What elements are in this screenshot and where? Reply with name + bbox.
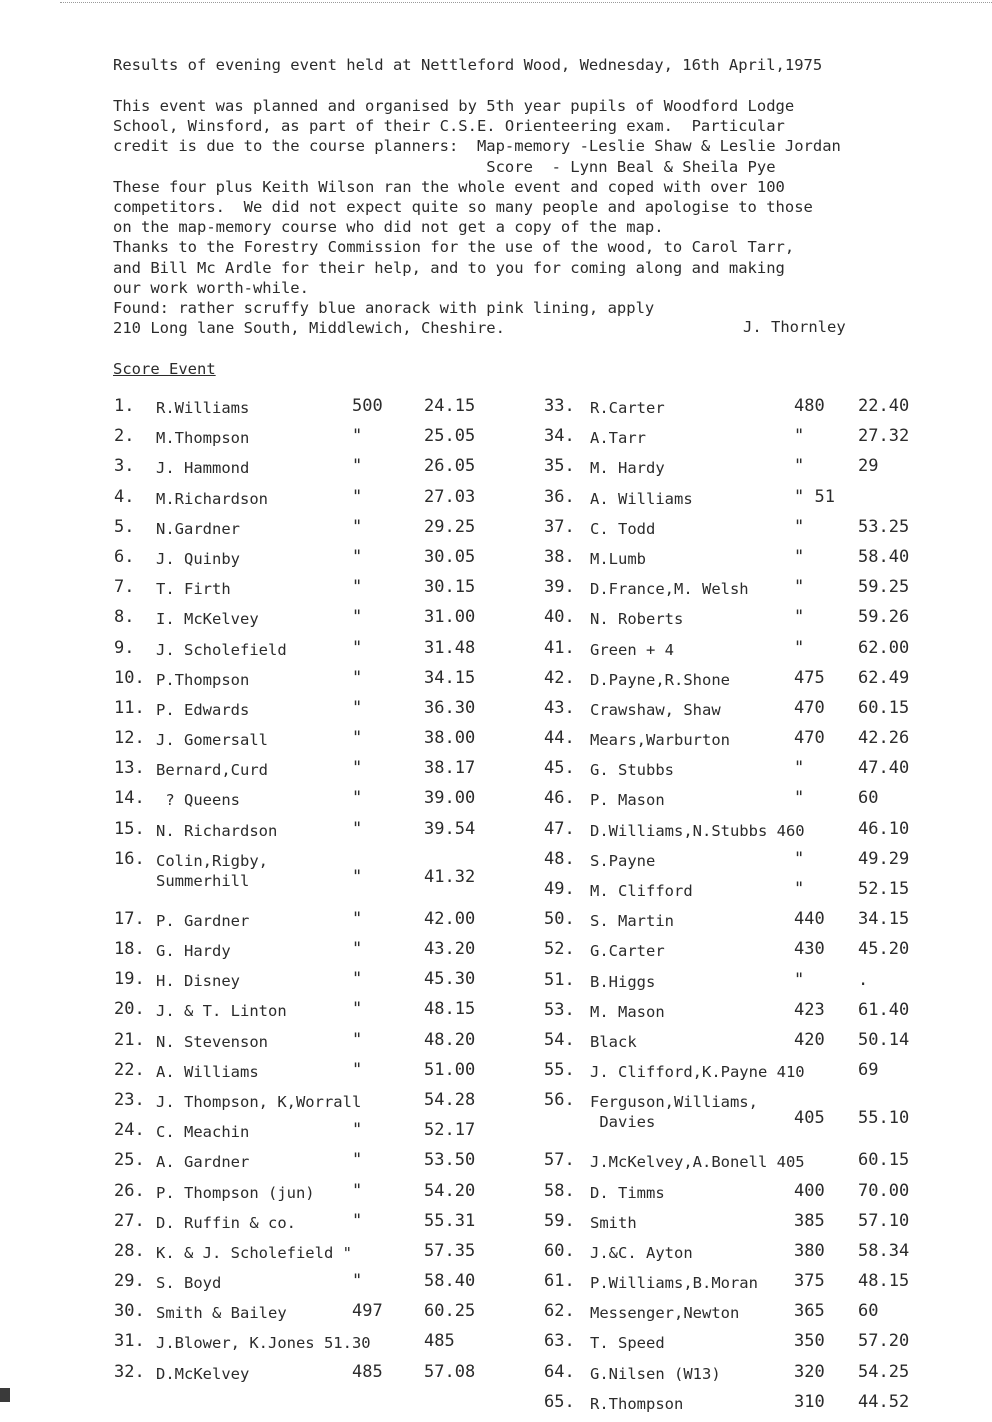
score-points: " [352,788,363,809]
competitor-name: P.Williams,B.Moran [590,1274,758,1293]
score-points: " [352,1059,363,1080]
place-number: 54. [544,1029,575,1050]
score-points: " [794,546,805,567]
score-points: " [352,728,363,749]
finish-time: 30.05 [424,546,476,567]
score-points: " [794,426,805,447]
finish-time: 51.00 [424,1059,476,1080]
intro-line: Score - Lynn Beal & Sheila Pye [113,157,776,176]
place-number: 56. [544,1090,575,1111]
score-points: " [352,908,363,929]
competitor-name: Messenger,Newton [590,1304,740,1323]
competitor-name: J.&C. Ayton [590,1243,693,1262]
score-points: " [352,577,363,598]
page-title: Results of evening event held at Nettleford Wood, Wednesday, 16th April,1975 [113,56,823,74]
place-number: 57. [544,1150,575,1171]
intro-line: on the map-memory course who did not get a copy of the map. [113,218,664,237]
place-number: 38. [544,546,575,567]
competitor-name: S. Martin [590,912,674,931]
score-points: 423 [794,999,825,1020]
finish-time: 69 [858,1060,879,1081]
finish-time: 42.00 [424,908,476,929]
place-number: 49. [544,879,575,899]
finish-time: 58.40 [858,546,910,567]
score-points: 400 [794,1180,825,1201]
competitor-name: S.Payne [590,851,656,870]
score-points: " [794,577,805,598]
competitor-name: N. Richardson [156,821,278,840]
competitor-name: M. Hardy [590,459,665,478]
competitor-name: J. Hammond [156,459,250,478]
place-number: 65. [544,1391,575,1412]
competitor-name: G.Carter [590,942,665,961]
place-number: 64. [544,1361,575,1382]
place-number: 13. [114,758,145,779]
finish-time: 48.20 [424,1029,476,1050]
place-number: 19. [114,969,145,990]
competitor-name: Ferguson,Williams, Davies [590,1093,758,1132]
finish-time: 47.40 [858,758,910,779]
competitor-name: S. Boyd [156,1274,222,1293]
score-points: " [352,1210,363,1231]
place-number: 35. [544,456,575,477]
competitor-name: D.McKelvey [156,1364,250,1383]
competitor-name: H. Disney [156,972,240,991]
score-points: 485 [352,1361,383,1382]
competitor-name: Mears,Warburton [590,731,730,750]
place-number: 34. [544,426,575,447]
competitor-name: A. Gardner [156,1153,250,1172]
finish-time: 48.15 [424,999,476,1020]
place-number: 37. [544,516,575,537]
score-points: 365 [794,1301,825,1322]
competitor-name: B.Higgs [590,972,656,991]
finish-time: 60 [858,788,879,809]
intro-paragraph [113,96,841,338]
score-points: 475 [794,667,825,688]
place-number: 3. [114,456,135,477]
place-number: 45. [544,758,575,779]
score-points: " [352,426,363,447]
score-points: " [352,1029,363,1050]
place-number: 63. [544,1331,575,1352]
competitor-name: D. Timms [590,1183,665,1202]
finish-time: 39.00 [424,788,476,809]
competitor-name: P. Mason [590,791,665,810]
finish-time: 27.32 [858,426,910,447]
competitor-name: M. Mason [590,1002,665,1021]
score-points: " [352,866,363,887]
score-points: " [352,486,363,507]
competitor-name: D.Williams,N.Stubbs 460 [590,821,805,840]
finish-time: 55.31 [424,1210,476,1231]
top-divider [60,2,992,3]
signature: J. Thornley [743,318,846,336]
score-points: " [352,607,363,628]
intro-line: Thanks to the Forestry Commission for the use of the wood, to Carol Tarr, [113,238,795,257]
score-points: " [352,999,363,1020]
competitor-name: M.Thompson [156,429,250,448]
score-points: " [352,1120,363,1141]
competitor-name: Smith & Bailey [156,1304,287,1323]
score-points: 385 [794,1210,825,1231]
finish-time: 485 [424,1331,455,1352]
competitor-name: Colin,Rigby, Summerhill [156,851,268,890]
score-points: " [352,546,363,567]
finish-time: 58.40 [424,1271,476,1292]
score-points: 470 [794,697,825,718]
finish-time: 61.40 [858,999,910,1020]
intro-line: 210 Long lane South, Middlewich, Cheshire. [113,319,505,338]
finish-time: 57.08 [424,1361,476,1382]
place-number: 25. [114,1150,145,1171]
competitor-name: R.Carter [590,399,665,417]
place-number: 17. [114,908,145,929]
place-number: 53. [544,999,575,1020]
intro-line: Found: rather scruffy blue anorack with pink lining, apply [113,298,655,317]
finish-time: 43.20 [424,939,476,959]
place-number: 48. [544,848,575,869]
finish-time: 44.52 [858,1391,910,1412]
finish-time: 24.15 [424,396,476,416]
competitor-name: A. Williams [590,489,693,508]
score-points: 440 [794,909,825,930]
place-number: 24. [114,1120,145,1141]
finish-time: 54.20 [424,1180,476,1201]
competitor-name: M.Richardson [156,489,268,508]
finish-time: 31.48 [424,637,476,658]
competitor-name: N. Stevenson [156,1032,268,1051]
place-number: 41. [544,637,575,658]
place-number: 31. [114,1331,145,1352]
finish-time: 52.17 [424,1120,476,1141]
place-number: 27. [114,1210,145,1231]
place-number: 6. [114,546,135,567]
finish-time: 54.28 [424,1089,476,1110]
finish-time: 38.00 [424,728,476,749]
finish-time: 54.25 [858,1361,910,1382]
place-number: 15. [114,818,145,839]
competitor-name: K. & J. Scholefield " [156,1243,352,1262]
place-number: 26. [114,1180,145,1201]
finish-time: 62.00 [858,637,910,658]
place-number: 23. [114,1089,145,1110]
score-points: " [352,939,363,959]
competitor-name: D.Payne,R.Shone [590,670,730,689]
competitor-name: Black [590,1032,637,1051]
intro-line: competitors. We did not expect quite so many people and apologise to those [113,197,813,216]
place-number: 28. [114,1240,145,1261]
place-number: 18. [114,939,145,959]
place-number: 39. [544,577,575,598]
score-points: " [794,758,805,779]
score-points: 480 [794,396,825,416]
place-number: 20. [114,999,145,1020]
competitor-name: N.Gardner [156,519,240,538]
place-number: 42. [544,667,575,688]
place-number: 8. [114,607,135,628]
place-number: 30. [114,1301,145,1322]
score-points: " [352,697,363,718]
score-points: " [352,969,363,990]
competitor-name: Smith [590,1213,637,1232]
competitor-name: R.Williams [156,399,250,417]
competitor-name: J. Clifford,K.Payne 410 [590,1063,805,1082]
score-points: " 51 [794,486,835,507]
finish-time: 22.40 [858,396,910,416]
place-number: 47. [544,818,575,839]
score-points: " [794,607,805,628]
place-number: 52. [544,939,575,960]
competitor-name: J. Thompson, K,Worrall [156,1092,362,1111]
finish-time: 38.17 [424,758,476,779]
place-number: 4. [114,486,135,507]
intro-line: credit is due to the course planners: Map-memory -Leslie Shaw & Leslie Jordan [113,137,841,156]
finish-time: 59.25 [858,577,910,598]
competitor-name: J.McKelvey,A.Bonell 405 [590,1153,805,1172]
competitor-name: Crawshaw, Shaw [590,700,721,719]
place-number: 36. [544,486,575,507]
finish-time: 46.10 [858,818,910,839]
intro-line: and Bill Mc Ardle for their help, and to you for coming along and making [113,258,785,277]
score-points: " [352,637,363,658]
finish-time: 58.34 [858,1240,910,1261]
finish-time: 57.10 [858,1210,910,1231]
scan-edge-mark [0,1388,10,1402]
finish-time: 57.35 [424,1240,476,1261]
finish-time: 45.30 [424,969,476,990]
competitor-name: J. Quinby [156,549,240,568]
finish-time: . [858,969,869,990]
finish-time: 45.20 [858,939,910,960]
finish-time: 27.03 [424,486,476,507]
competitor-name: J.Blower, K.Jones 51.30 [156,1334,371,1353]
finish-time: 31.00 [424,607,476,628]
place-number: 59. [544,1210,575,1231]
section-heading: Score Event [113,360,216,378]
finish-time: 60.15 [858,697,910,718]
competitor-name: T. Firth [156,580,231,599]
score-points: 375 [794,1271,825,1292]
score-points: " [352,758,363,779]
finish-time: 53.25 [858,516,910,537]
place-number: 7. [114,577,135,598]
score-points: 320 [794,1361,825,1382]
competitor-name: ? Queens [156,791,240,810]
finish-time: 59.26 [858,607,910,628]
score-points: 405 [794,1108,825,1129]
finish-time: 52.15 [858,879,910,899]
score-points: " [352,456,363,477]
competitor-name: G. Hardy [156,942,231,960]
finish-time: 41.32 [424,866,476,887]
finish-time: 34.15 [858,909,910,930]
score-points: " [794,516,805,537]
score-points: " [352,667,363,688]
finish-time: 39.54 [424,818,476,839]
place-number: 9. [114,637,135,658]
finish-time: 57.20 [858,1331,910,1352]
place-number: 32. [114,1361,145,1382]
competitor-name: Bernard,Curd [156,761,268,780]
place-number: 46. [544,788,575,809]
finish-time: 48.15 [858,1271,910,1292]
competitor-name: G.Nilsen (W13) [590,1364,721,1383]
competitor-name: A.Tarr [590,429,646,448]
place-number: 58. [544,1180,575,1201]
finish-time: 60 [858,1301,879,1322]
finish-time: 60.15 [858,1150,910,1171]
finish-time: 42.26 [858,728,910,749]
finish-time: 55.10 [858,1108,910,1129]
place-number: 40. [544,607,575,628]
finish-time: 30.15 [424,577,476,598]
score-points: " [794,456,805,477]
intro-line: This event was planned and organised by 5th year pupils of Woodford Lodge [113,97,795,115]
place-number: 62. [544,1301,575,1322]
competitor-name: T. Speed [590,1334,665,1353]
finish-time: 49.29 [858,848,910,869]
place-number: 60. [544,1240,575,1261]
score-points: " [352,1150,363,1171]
score-points: 500 [352,396,383,416]
finish-time: 36.30 [424,697,476,718]
competitor-name: G. Stubbs [590,761,674,780]
competitor-name: J. Scholefield [156,640,287,659]
place-number: 44. [544,728,575,749]
finish-time: 70.00 [858,1180,910,1201]
place-number: 29. [114,1271,145,1292]
finish-time: 26.05 [424,456,476,477]
place-number: 10. [114,667,145,688]
score-points: " [794,969,805,990]
competitor-name: P.Thompson [156,670,250,689]
competitor-name: P. Thompson (jun) [156,1183,315,1202]
competitor-name: C. Todd [590,519,656,538]
score-points: " [794,848,805,869]
score-points: 497 [352,1301,383,1322]
score-points: 310 [794,1391,825,1412]
place-number: 21. [114,1029,145,1050]
competitor-name: P. Gardner [156,911,250,930]
score-points: " [794,879,805,899]
place-number: 51. [544,969,575,990]
place-number: 33. [544,396,575,416]
finish-time: 62.49 [858,667,910,688]
competitor-name: A. Williams [156,1062,259,1081]
competitor-name: M.Lumb [590,549,646,568]
competitor-name: R.Thompson [590,1394,684,1413]
competitor-name: D. Ruffin & co. [156,1213,296,1232]
intro-line: School, Winsford, as part of their C.S.E. Orienteering exam. Particular [113,117,785,136]
competitor-name: P. Edwards [156,700,250,719]
finish-time: 29 [858,456,879,477]
score-points: 380 [794,1240,825,1261]
place-number: 43. [544,697,575,718]
place-number: 5. [114,516,135,537]
finish-time: 50.14 [858,1029,910,1050]
place-number: 16. [114,848,145,869]
competitor-name: J. & T. Linton [156,1002,287,1021]
competitor-name: C. Meachin [156,1123,250,1142]
place-number: 2. [114,426,135,447]
competitor-name: M. Clifford [590,882,693,900]
finish-time: 34.15 [424,667,476,688]
place-number: 55. [544,1060,575,1081]
score-points: 430 [794,939,825,960]
score-points: " [352,818,363,839]
place-number: 22. [114,1059,145,1080]
intro-line: our work worth-while. [113,278,309,297]
competitor-name: J. Gomersall [156,731,268,750]
finish-time: 53.50 [424,1150,476,1171]
competitor-name: Green + 4 [590,640,674,659]
place-number: 1. [114,396,135,416]
place-number: 11. [114,697,145,718]
intro-line: These four plus Keith Wilson ran the whole event and coped with over 100 [113,177,785,196]
score-points: " [352,516,363,537]
finish-time: 25.05 [424,426,476,447]
score-points: 420 [794,1029,825,1050]
competitor-name: N. Roberts [590,610,684,629]
competitor-name: D.France,M. Welsh [590,580,749,599]
score-points: 470 [794,728,825,749]
score-points: " [794,788,805,809]
competitor-name: I. McKelvey [156,610,259,629]
score-points: " [352,1180,363,1201]
finish-time: 60.25 [424,1301,476,1322]
place-number: 12. [114,728,145,749]
score-points: " [794,637,805,658]
place-number: 50. [544,909,575,930]
place-number: 14. [114,788,145,809]
score-points: " [352,1271,363,1292]
score-points: 350 [794,1331,825,1352]
finish-time: 29.25 [424,516,476,537]
place-number: 61. [544,1271,575,1292]
